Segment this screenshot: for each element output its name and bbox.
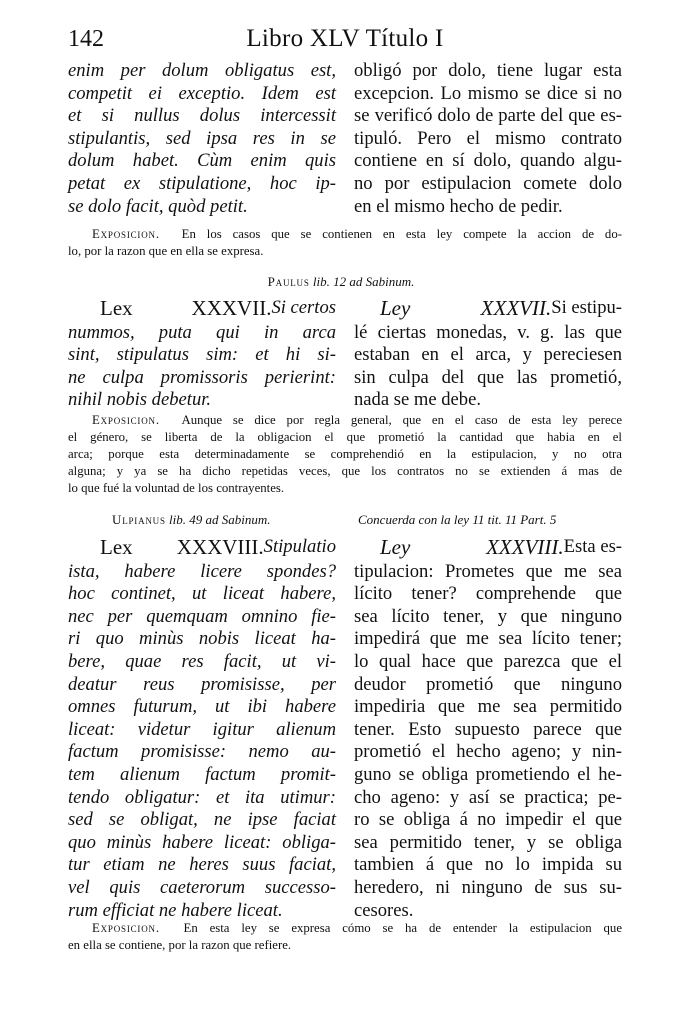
source-reference: lib. 12 ad Sabinum. xyxy=(312,274,415,289)
spanish-column xyxy=(354,60,622,218)
spanish-line: sea permitido tener, y se obliga xyxy=(354,831,622,853)
latin-line: nummos, puta qui in arca xyxy=(68,321,336,343)
latin-line: liceat: videtur igitur alienum xyxy=(68,718,336,740)
spanish-line: guno se obliga prometiendo el he- xyxy=(354,763,622,785)
exposicion-note xyxy=(68,412,622,497)
spanish-line: tambien á que no lo impida su xyxy=(354,854,622,876)
latin-column xyxy=(68,60,336,218)
spanish-line: excepcion. Lo mismo se dice si no xyxy=(354,82,622,104)
spanish-line: contiene en sí dolo, quando algu- xyxy=(354,150,622,172)
spanish-line: sin culpa del que las prometió, xyxy=(354,366,622,388)
lex-number: Lex XXXVIII. xyxy=(100,535,264,559)
latin-line: sed se obligat, ne ipse faciat xyxy=(68,809,336,831)
latin-line: factum promisisse: nemo au- xyxy=(68,741,336,763)
continuation-block xyxy=(68,60,622,218)
latin-line: quo minùs habere liceat: obliga- xyxy=(68,831,336,853)
spanish-line: heredero, ni ninguno de sus su- xyxy=(354,876,622,898)
ley-number: Ley XXXVIII. xyxy=(380,535,564,559)
spanish-line: Esta es- xyxy=(563,536,622,557)
spanish-line: en el mismo hecho de pedir. xyxy=(354,195,563,217)
exposicion-label: Exposicion. xyxy=(92,921,160,935)
spanish-line: lícito tener? comprehende que xyxy=(354,583,622,605)
spanish-line: estaban en el arca, y pereciesen xyxy=(354,344,622,366)
spanish-column xyxy=(354,536,622,922)
latin-line: Stipulatio xyxy=(263,536,336,557)
concordance-note xyxy=(358,512,556,528)
latin-line: dolum habet. Cùm enim quis xyxy=(68,150,336,172)
spanish-line: no por estipulacion comete dolo xyxy=(354,172,622,194)
exposicion-text: En esta ley se expresa cómo se ha de entender la estipulacion que xyxy=(183,921,623,935)
latin-line: enim per dolum obligatus est, xyxy=(68,60,336,81)
latin-line: nihil nobis debetur. xyxy=(68,389,212,411)
exposicion-note xyxy=(68,920,622,954)
exposicion-label: Exposicion. xyxy=(92,227,160,241)
spanish-line: impediria que me sea permitido xyxy=(354,696,622,718)
latin-line: sint, stipulatus sim: et hi si- xyxy=(68,344,336,366)
spanish-line: nada se me debe. xyxy=(354,389,481,411)
spanish-line: se verificó dolo de parte del que es- xyxy=(354,105,622,127)
exposicion-note xyxy=(68,226,622,260)
latin-line: hoc continet, ut liceat habere, xyxy=(68,583,336,605)
concordance-text: Concuerda con la ley 11 tit. 11 Part. 5 xyxy=(358,512,557,527)
latin-line: et si nullus dolus intercessit xyxy=(68,105,336,127)
spanish-line: sea lícito tener, y que ninguno xyxy=(354,605,622,627)
latin-line: vel quis caeterorum successo- xyxy=(68,876,336,898)
exposicion-text: En los casos que se contienen en esta ley compete la accion de do- xyxy=(181,227,622,241)
latin-line: ri quo minùs nobis liceat ha- xyxy=(68,628,336,650)
latin-column xyxy=(68,536,336,922)
spanish-line: impedirá que me sea lícito tener; xyxy=(354,628,622,650)
latin-line: Si certos xyxy=(271,297,336,318)
latin-line: petat ex stipulatione, hoc ip- xyxy=(68,172,336,194)
lex-38-block xyxy=(68,536,622,922)
latin-line: ista, habere licere spondes? xyxy=(68,560,336,582)
spanish-line: obligó por dolo, tiene lugar esta xyxy=(354,60,622,81)
latin-line: stipulantis, sed ipsa res in se xyxy=(68,127,336,149)
spanish-column xyxy=(354,297,622,412)
latin-column xyxy=(68,297,336,412)
source-author: Paulus xyxy=(267,274,310,289)
lex-number: Lex XXXVII. xyxy=(100,296,272,320)
spanish-line: lé ciertas monedas, v. g. las que xyxy=(354,321,622,343)
exposicion-label: Exposicion. xyxy=(92,413,160,427)
latin-line: omnes futurum, ut ibi habere xyxy=(68,696,336,718)
latin-line: tendo obligatur: et ita utimur: xyxy=(68,786,336,808)
ley-number: Ley XXXVII. xyxy=(380,296,552,320)
source-reference: lib. 49 ad Sabinum. xyxy=(169,512,271,527)
spanish-line: tener. Esto supuesto parece que xyxy=(354,718,622,740)
exposicion-text: el género, se liberta de la obligacion el que prometió la cantidad que habia en el xyxy=(68,430,622,444)
source-citation xyxy=(0,274,682,290)
latin-line: ne culpa promissoris perierint: xyxy=(68,366,336,388)
exposicion-text: lo que fué la voluntad de los contrayentes. xyxy=(68,481,285,495)
lex-37-block xyxy=(68,297,622,412)
spanish-line: ro se obliga á no impedir el que xyxy=(354,809,622,831)
exposicion-text: Aunque se dice por regla general, que en el caso de esta ley perece xyxy=(181,413,622,427)
latin-line: bere, quae res facit, ut vi- xyxy=(68,650,336,672)
source-citation xyxy=(112,512,271,528)
page-number: 142 xyxy=(68,26,104,52)
spanish-line: deudor prometió que ninguno xyxy=(354,673,622,695)
spanish-line: prometió el hecho ageno; y nin- xyxy=(354,741,622,763)
exposicion-text: lo, por la razon que en ella se expresa. xyxy=(68,244,264,258)
source-author: Ulpianus xyxy=(112,512,166,527)
spanish-line: tipuló. Pero el mismo contrato xyxy=(354,127,622,149)
spanish-line: cesores. xyxy=(354,899,414,921)
running-title: Libro XLV Título I xyxy=(246,25,444,52)
latin-line: deatur reus promisisse, per xyxy=(68,673,336,695)
latin-line: nec per quemquam omnino fie- xyxy=(68,605,336,627)
exposicion-text: arca; porque esta determinadamente se comprehendió en la estipulacion, y no otra xyxy=(68,447,622,461)
spanish-line: lo qual hace que parezca que el xyxy=(354,650,622,672)
latin-line: competit ei exceptio. Idem est xyxy=(68,82,336,104)
spanish-line: tipulacion: Prometes que me sea xyxy=(354,560,622,582)
latin-line: tem alienum factum promit- xyxy=(68,763,336,785)
spanish-line: cho ageno: y así se practica; pe- xyxy=(354,786,622,808)
spanish-line: Si estipu- xyxy=(551,297,622,318)
page-header xyxy=(68,26,622,56)
latin-line: rum efficiat ne habere liceat. xyxy=(68,899,283,921)
latin-line: tur etiam ne heres suus faciat, xyxy=(68,854,336,876)
exposicion-text: en ella se contiene, por la razon que refiere. xyxy=(68,938,292,952)
latin-line: se dolo facit, quòd petit. xyxy=(68,195,248,217)
exposicion-text: alguna; y ya se ha dicho repetidas veces, que los contratos no se extienden á mas de xyxy=(68,464,622,478)
